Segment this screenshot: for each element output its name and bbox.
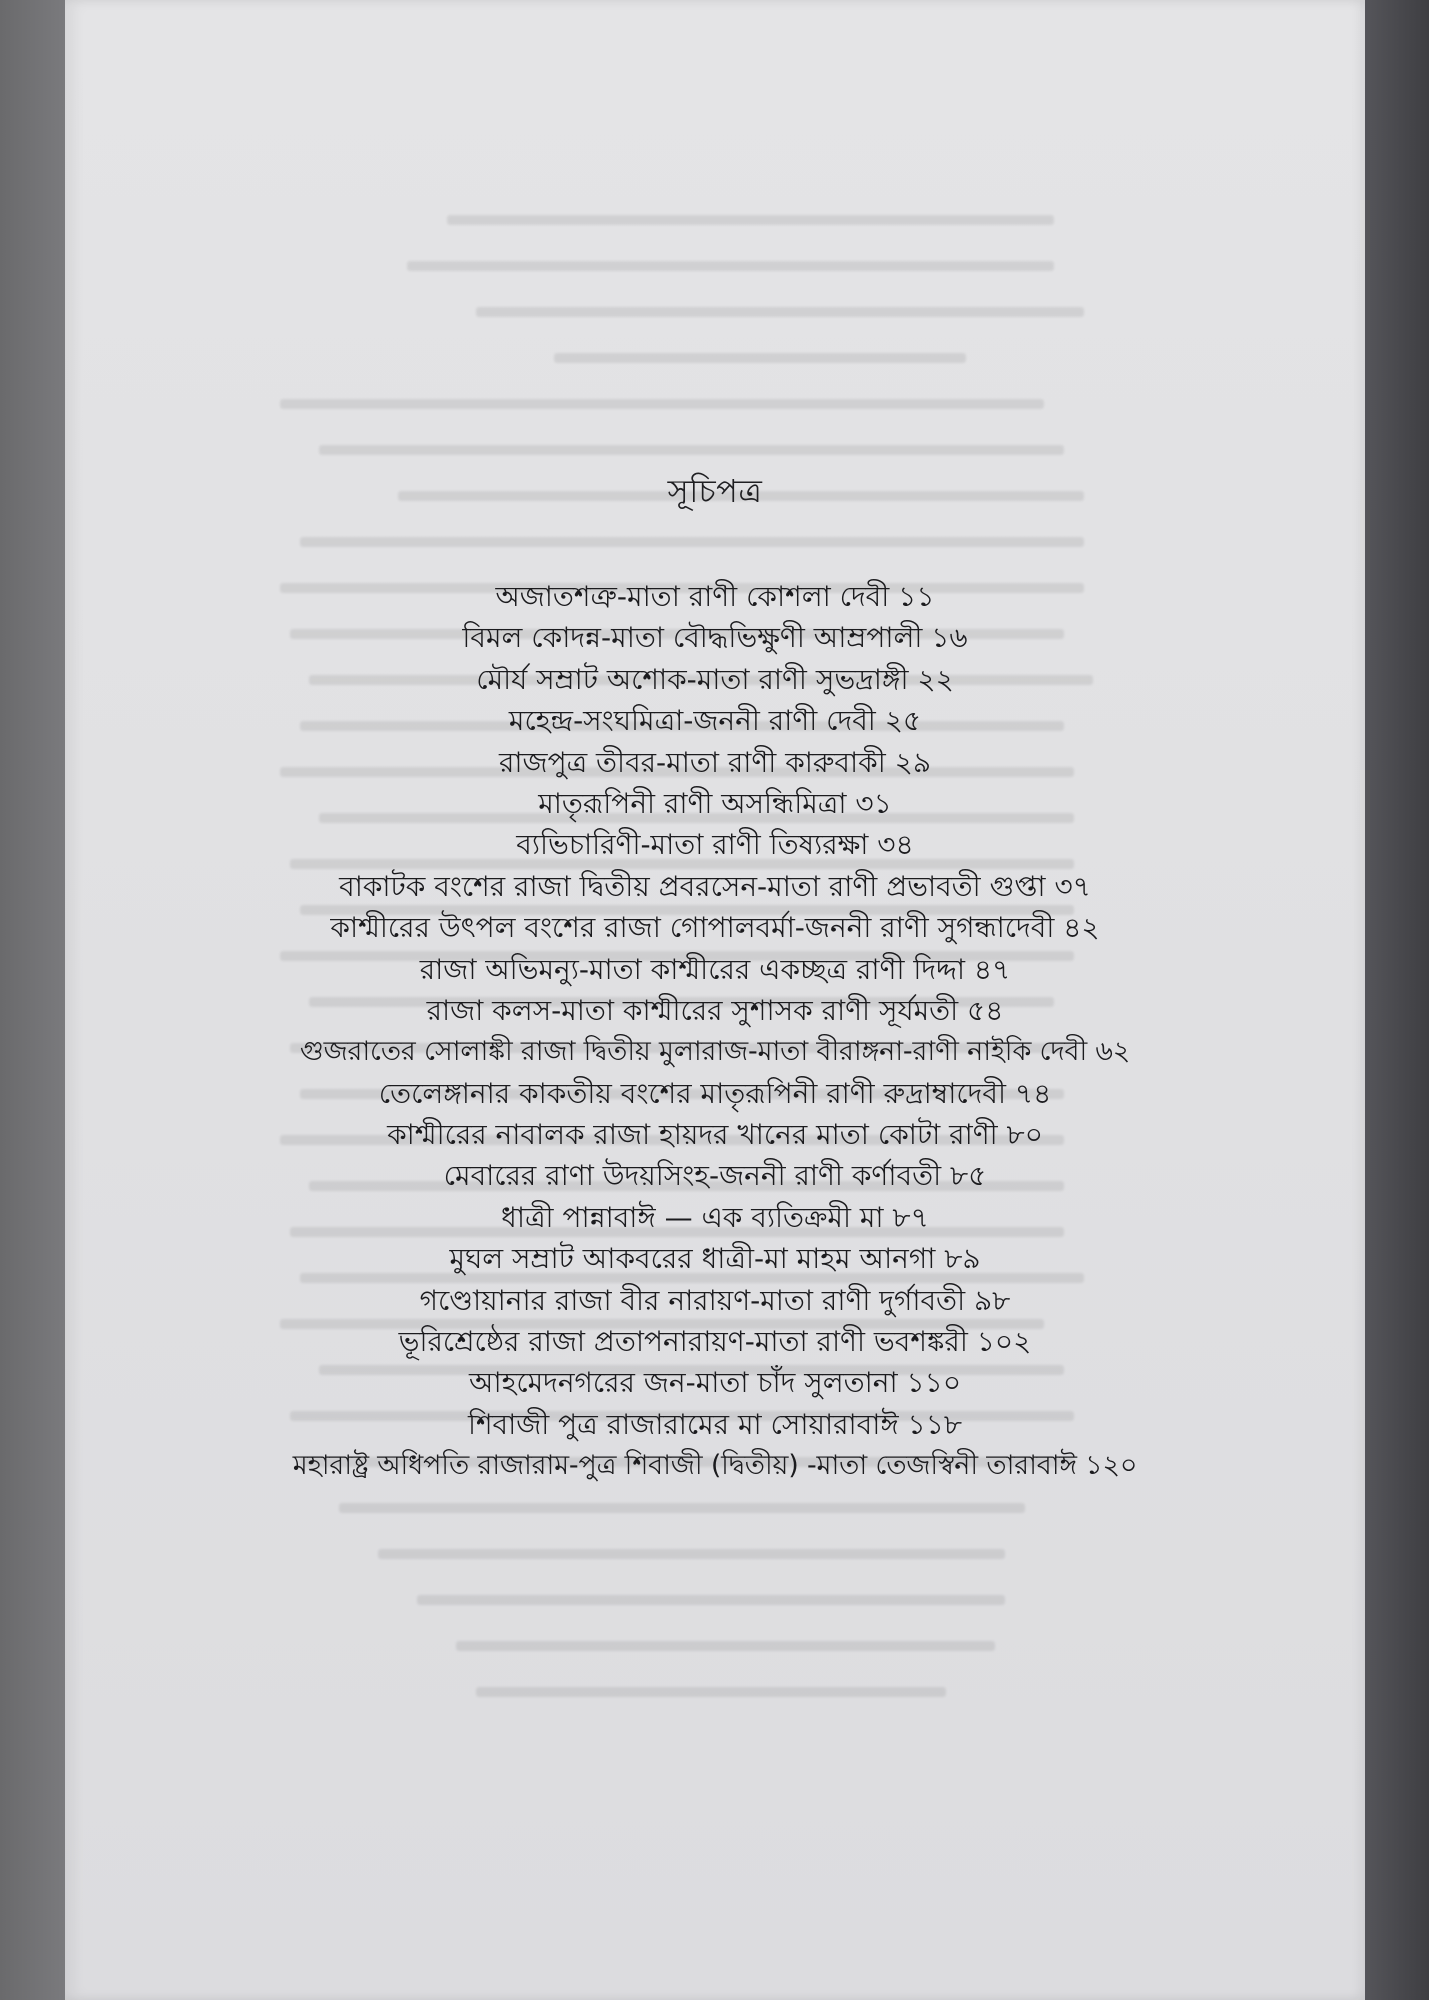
page-title: সূচিপত্র	[667, 472, 763, 510]
toc-entry: মৌর্য সম্রাট অশোক-মাতা রাণী সুভদ্রাঙ্গী ২২	[476, 662, 954, 696]
page-left-margin-shadow	[0, 0, 65, 2000]
toc-entry: মহেন্দ্র-সংঘমিত্রা-জননী রাণী দেবী ২৫	[508, 704, 922, 738]
toc-entry: ভূরিশ্রেষ্ঠের রাজা প্রতাপনারায়ণ-মাতা রাণী ভবশঙ্করী ১০২	[398, 1325, 1032, 1359]
toc-entry: মেবারের রাণা উদয়সিংহ-জননী রাণী কর্ণাবতী ৮৫	[443, 1159, 987, 1193]
toc-entry: কাশ্মীরের নাবালক রাজা হায়দর খানের মাতা কোটা রাণী ৮০	[387, 1118, 1043, 1152]
table-of-contents	[65, 576, 1365, 1487]
toc-entry: অজাতশত্রু-মাতা রাণী কোশলা দেবী ১১	[495, 580, 935, 613]
toc-entry: বিমল কোদন্ন-মাতা বৌদ্ধভিক্ষুণী আম্রপালী ১৬	[462, 621, 968, 655]
toc-entry: আহমেদনগরের জন-মাতা চাঁদ সুলতানা ১১০	[468, 1366, 962, 1400]
toc-entry: ব্যভিচারিণী-মাতা রাণী তিষ্যরক্ষা ৩৪	[516, 828, 914, 862]
toc-entry: গুজরাতের সোলাঙ্কী রাজা দ্বিতীয় মুলারাজ-মাতা বীরাঙ্গনা-রাণী নাইকি দেবী ৬২	[299, 1036, 1131, 1068]
dark-background-edge	[1365, 0, 1429, 2000]
toc-entry: মুঘল সম্রাট আকবরের ধাত্রী-মা মাহম আনগা ৮৯	[449, 1242, 981, 1276]
toc-entry: বাকাটক বংশের রাজা দ্বিতীয় প্রবরসেন-মাতা রাণী প্রভাবতী গুপ্তা ৩৭	[339, 869, 1091, 903]
toc-entry: রাজা কলস-মাতা কাশ্মীরের সুশাসক রাণী সূর্যমতী ৫৪	[426, 993, 1004, 1027]
toc-entry: রাজপুত্র তীবর-মাতা রাণী কারুবাকী ২৯	[499, 745, 931, 779]
toc-entry: গণ্ডোয়ানার রাজা বীর নারায়ণ-মাতা রাণী দুর্গাবতী ৯৮	[419, 1283, 1011, 1317]
toc-entry: কাশ্মীরের উৎপল বংশের রাজা গোপালবর্মা-জননী রাণী সুগন্ধাদেবী ৪২	[330, 911, 1100, 945]
contents-section	[65, 0, 1365, 2000]
toc-entry: মাতৃরূপিনী রাণী অসন্ধিমিত্রা ৩১	[538, 786, 892, 820]
toc-entry: শিবাজী পুত্র রাজারামের মা সোয়ারাবাঈ ১১৮	[467, 1407, 963, 1441]
toc-entry: রাজা অভিমন্যু-মাতা কাশ্মীরের একচ্ছত্র রাণী দিদ্দা ৪৭	[419, 952, 1011, 986]
toc-entry: মহারাষ্ট্র অধিপতি রাজারাম-পুত্র শিবাজী (দ্বিতীয়) -মাতা তেজস্বিনী তারাবাঈ ১২০	[292, 1450, 1138, 1482]
toc-entry: ধাত্রী পান্নাবাঈ — এক ব্যতিক্রমী মা ৮৭	[501, 1200, 929, 1234]
toc-entry: তেলেঙ্গানার কাকতীয় বংশের মাতৃরূপিনী রাণী রুদ্রাম্বাদেবী ৭৪	[378, 1076, 1052, 1110]
